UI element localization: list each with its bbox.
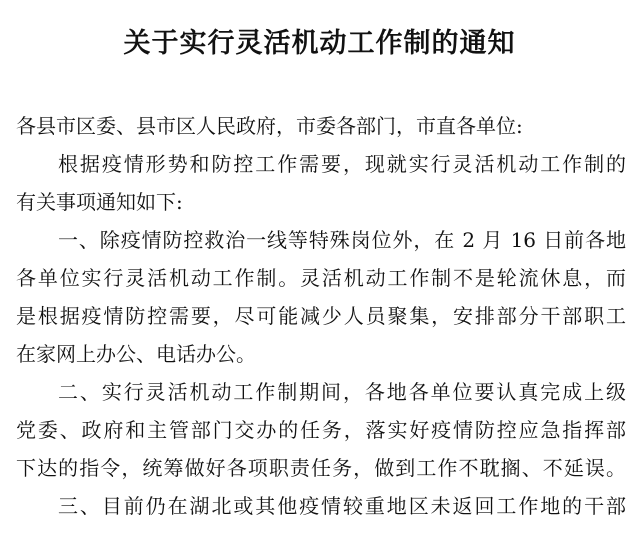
salutation-line: 各县市区委、县市区人民政府，市委各部门，市直各单位: <box>16 114 523 138</box>
intro-line-2: 有关事项通知如下: <box>16 190 183 214</box>
item-3-line-1: 三、目前仍在湖北或其他疫情较重地区未返回工作地的干部 <box>58 494 626 518</box>
item-2-line-3: 下达的指令，统筹做好各项职责任务，做到工作不耽搁、不延误。 <box>16 456 626 480</box>
item-1-line-4: 在家网上办公、电话办公。 <box>16 342 256 366</box>
item-2-line-1: 二、实行灵活机动工作制期间，各地各单位要认真完成上级 <box>58 380 626 404</box>
item-1-line-3: 是根据疫情防控需要，尽可能减少人员聚集，安排部分干部职工 <box>16 304 626 328</box>
document-title: 关于实行灵活机动工作制的通知 <box>123 28 516 59</box>
item-2-line-2: 党委、政府和主管部门交办的任务，落实好疫情防控应急指挥部 <box>16 418 626 442</box>
item-1-line-2: 各单位实行灵活机动工作制。灵活机动工作制不是轮流休息，而 <box>16 266 626 290</box>
intro-line-1: 根据疫情形势和防控工作需要，现就实行灵活机动工作制的 <box>58 152 626 176</box>
item-1-line-1: 一、除疫情防控救治一线等特殊岗位外，在 2 月 16 日前各地 <box>58 228 626 252</box>
